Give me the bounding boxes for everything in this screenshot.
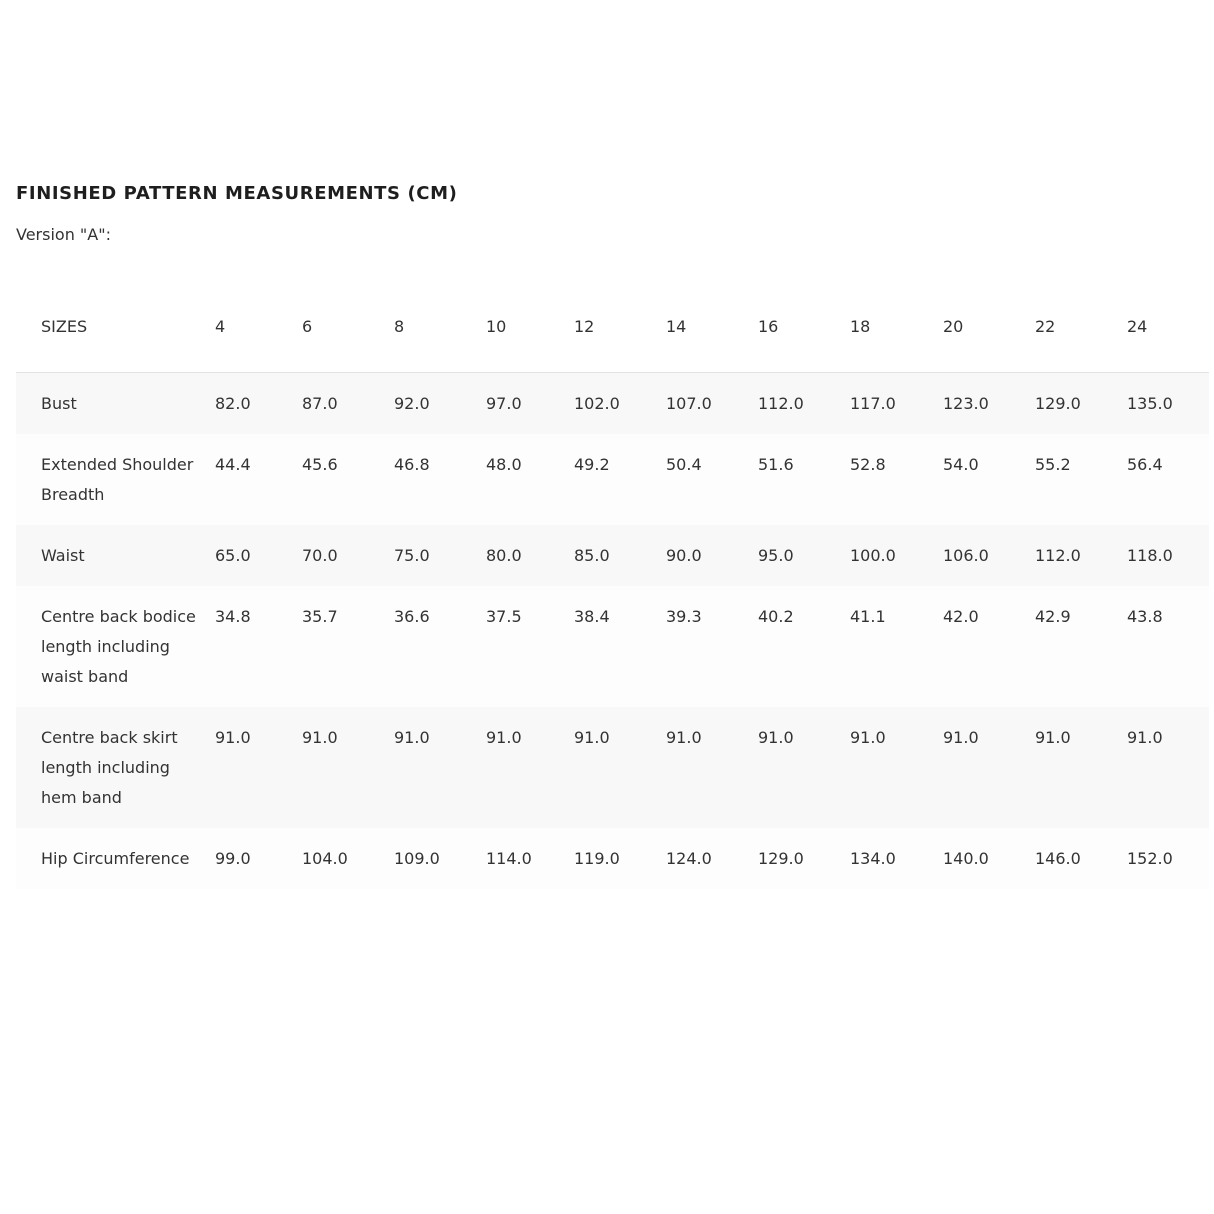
table-cell: 40.2 bbox=[758, 586, 850, 707]
table-cell: 91.0 bbox=[302, 707, 394, 828]
header-cell-size: 10 bbox=[486, 287, 574, 372]
table-cell: 106.0 bbox=[943, 525, 1035, 586]
table-cell: 91.0 bbox=[943, 707, 1035, 828]
header-cell-size: 4 bbox=[215, 287, 302, 372]
table-row bbox=[16, 372, 1209, 434]
table-cell: 92.0 bbox=[394, 372, 486, 434]
table-cell: 140.0 bbox=[943, 828, 1035, 889]
table-cell: 70.0 bbox=[302, 525, 394, 586]
size-chart-table bbox=[16, 287, 1209, 889]
table-cell: 99.0 bbox=[215, 828, 302, 889]
header-cell-size: 12 bbox=[574, 287, 666, 372]
table-cell: 118.0 bbox=[1127, 525, 1209, 586]
row-label: Waist bbox=[16, 525, 215, 586]
header-cell-size: 8 bbox=[394, 287, 486, 372]
table-cell: 117.0 bbox=[850, 372, 943, 434]
table-cell: 146.0 bbox=[1035, 828, 1127, 889]
table-row bbox=[16, 828, 1209, 889]
row-label: Hip Circumference bbox=[16, 828, 215, 889]
table-cell: 112.0 bbox=[1035, 525, 1127, 586]
header-cell-size: 20 bbox=[943, 287, 1035, 372]
table-cell: 91.0 bbox=[758, 707, 850, 828]
table-cell: 85.0 bbox=[574, 525, 666, 586]
table-cell: 119.0 bbox=[574, 828, 666, 889]
table-cell: 80.0 bbox=[486, 525, 574, 586]
table-cell: 54.0 bbox=[943, 434, 1035, 525]
table-cell: 82.0 bbox=[215, 372, 302, 434]
table-cell: 41.1 bbox=[850, 586, 943, 707]
table-row bbox=[16, 586, 1209, 707]
table-body bbox=[16, 372, 1209, 889]
table-cell: 46.8 bbox=[394, 434, 486, 525]
header-row bbox=[16, 287, 1209, 372]
table-cell: 91.0 bbox=[394, 707, 486, 828]
table-row bbox=[16, 707, 1209, 828]
header-cell-size: 22 bbox=[1035, 287, 1127, 372]
header-cell-sizes: SIZES bbox=[16, 287, 215, 372]
table-cell: 129.0 bbox=[1035, 372, 1127, 434]
table-cell: 123.0 bbox=[943, 372, 1035, 434]
header-cell-size: 6 bbox=[302, 287, 394, 372]
table-cell: 91.0 bbox=[1127, 707, 1209, 828]
table-cell: 135.0 bbox=[1127, 372, 1209, 434]
table-cell: 95.0 bbox=[758, 525, 850, 586]
table-cell: 49.2 bbox=[574, 434, 666, 525]
table-header bbox=[16, 287, 1209, 372]
table-cell: 55.2 bbox=[1035, 434, 1127, 525]
table-cell: 34.8 bbox=[215, 586, 302, 707]
version-label: Version "A": bbox=[16, 225, 111, 244]
table-cell: 56.4 bbox=[1127, 434, 1209, 525]
table-cell: 91.0 bbox=[215, 707, 302, 828]
table-cell: 44.4 bbox=[215, 434, 302, 525]
table-cell: 124.0 bbox=[666, 828, 758, 889]
header-cell-size: 24 bbox=[1127, 287, 1209, 372]
table-cell: 52.8 bbox=[850, 434, 943, 525]
table-cell: 91.0 bbox=[666, 707, 758, 828]
table-cell: 65.0 bbox=[215, 525, 302, 586]
row-label: Centre back bodice length including waist band bbox=[16, 586, 215, 707]
table-cell: 152.0 bbox=[1127, 828, 1209, 889]
table-row bbox=[16, 434, 1209, 525]
table-cell: 107.0 bbox=[666, 372, 758, 434]
table-cell: 91.0 bbox=[850, 707, 943, 828]
header-cell-size: 14 bbox=[666, 287, 758, 372]
section-title: FINISHED PATTERN MEASUREMENTS (CM) bbox=[16, 183, 458, 204]
row-label: Centre back skirt length including hem band bbox=[16, 707, 215, 828]
table-cell: 38.4 bbox=[574, 586, 666, 707]
table-cell: 45.6 bbox=[302, 434, 394, 525]
table-cell: 50.4 bbox=[666, 434, 758, 525]
table-cell: 112.0 bbox=[758, 372, 850, 434]
table-cell: 114.0 bbox=[486, 828, 574, 889]
table-cell: 87.0 bbox=[302, 372, 394, 434]
table-cell: 134.0 bbox=[850, 828, 943, 889]
table-cell: 104.0 bbox=[302, 828, 394, 889]
table-row bbox=[16, 525, 1209, 586]
table-cell: 109.0 bbox=[394, 828, 486, 889]
table-cell: 42.9 bbox=[1035, 586, 1127, 707]
table-cell: 48.0 bbox=[486, 434, 574, 525]
table-cell: 129.0 bbox=[758, 828, 850, 889]
table-cell: 91.0 bbox=[1035, 707, 1127, 828]
table-cell: 91.0 bbox=[486, 707, 574, 828]
table-cell: 100.0 bbox=[850, 525, 943, 586]
table-cell: 51.6 bbox=[758, 434, 850, 525]
table-cell: 102.0 bbox=[574, 372, 666, 434]
table-cell: 36.6 bbox=[394, 586, 486, 707]
row-label: Extended Shoulder Breadth bbox=[16, 434, 215, 525]
table-cell: 37.5 bbox=[486, 586, 574, 707]
table-cell: 35.7 bbox=[302, 586, 394, 707]
table-cell: 75.0 bbox=[394, 525, 486, 586]
table-cell: 97.0 bbox=[486, 372, 574, 434]
table-cell: 43.8 bbox=[1127, 586, 1209, 707]
table-cell: 42.0 bbox=[943, 586, 1035, 707]
row-label: Bust bbox=[16, 372, 215, 434]
table-cell: 91.0 bbox=[574, 707, 666, 828]
table-cell: 90.0 bbox=[666, 525, 758, 586]
table-cell: 39.3 bbox=[666, 586, 758, 707]
header-cell-size: 16 bbox=[758, 287, 850, 372]
measurements-section bbox=[16, 182, 1209, 889]
header-cell-size: 18 bbox=[850, 287, 943, 372]
